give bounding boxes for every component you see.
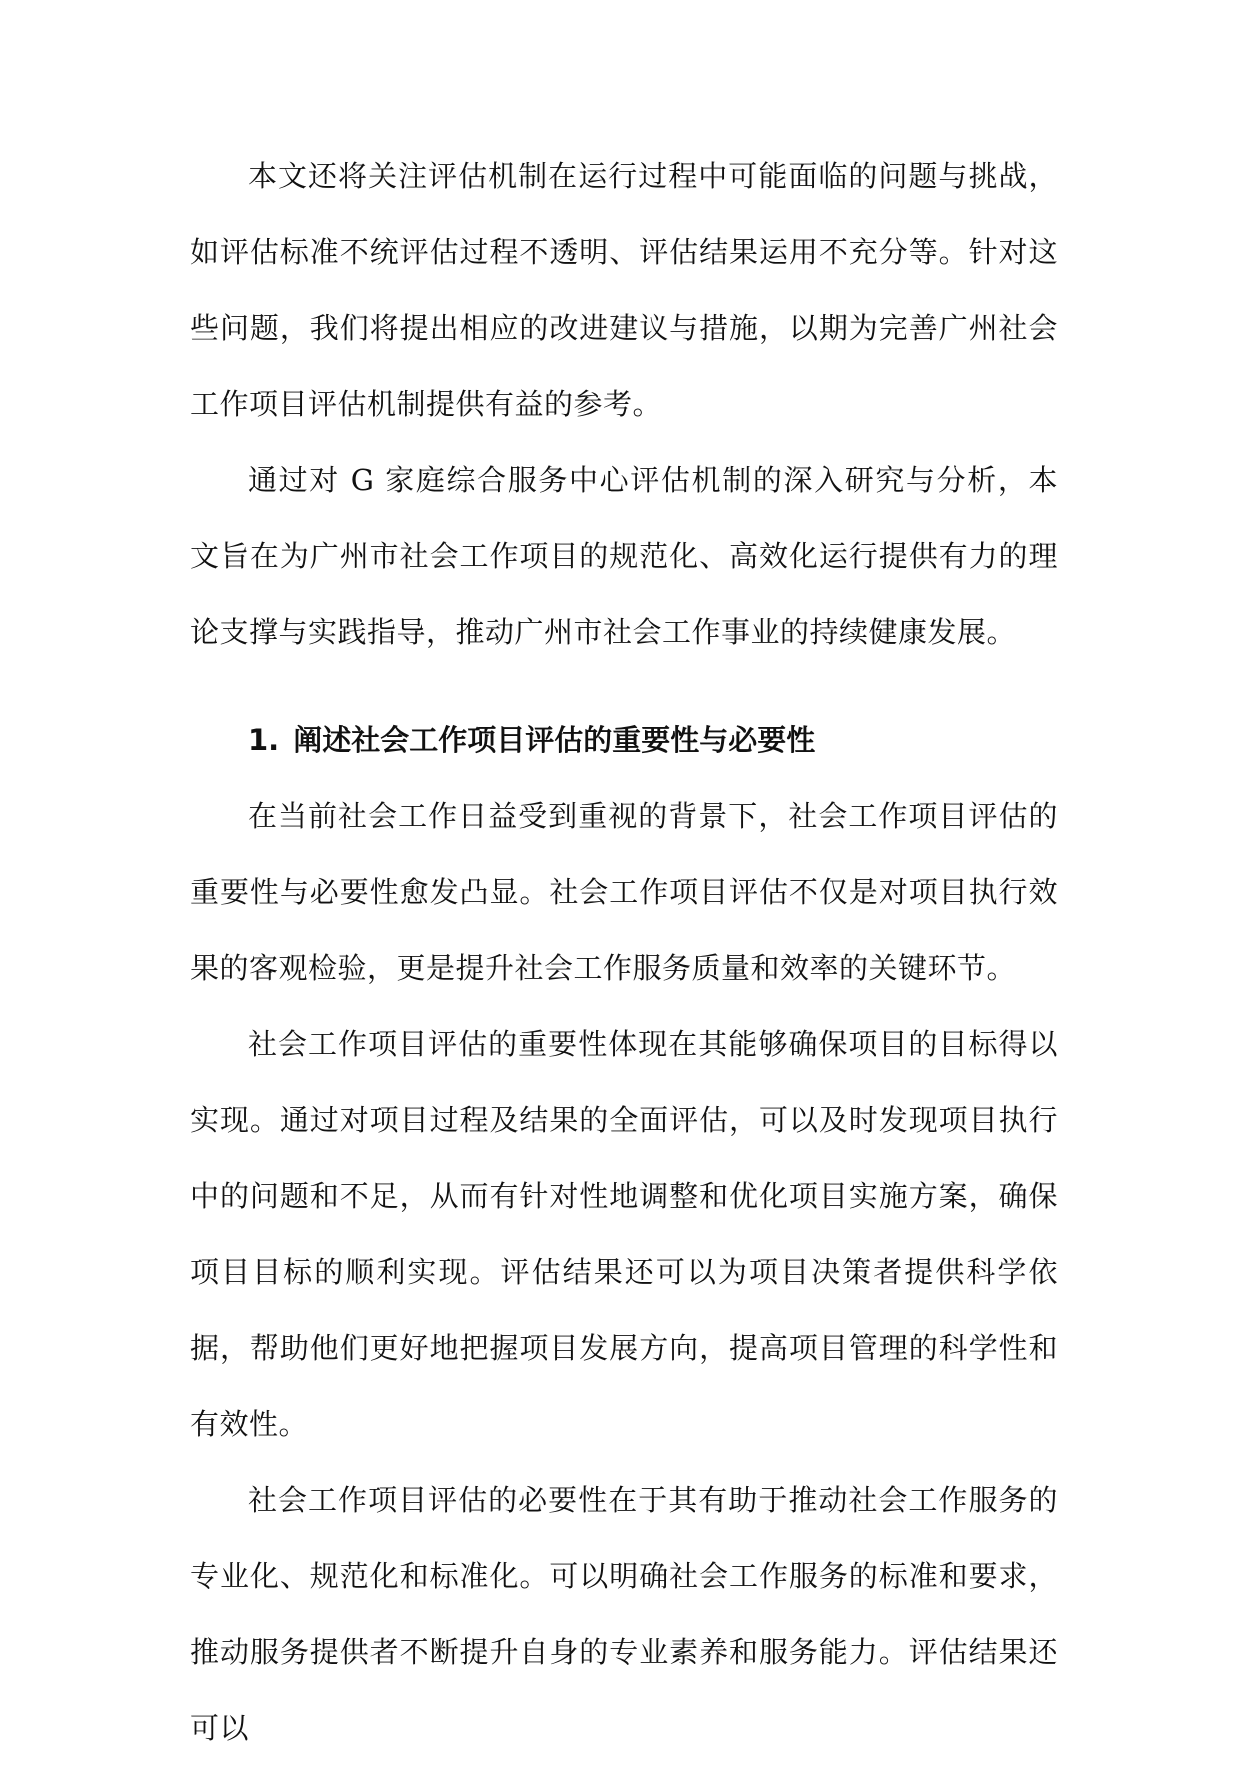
document-page [190, 138, 1058, 1766]
section-title: 阐述社会工作项目评估的重要性与必要性 [293, 723, 816, 757]
intro-paragraph-1: 本文还将关注评估机制在运行过程中可能面临的问题与挑战，如评估标准不统评估过程不透明、评估结果运用不充分等。针对这些问题，我们将提出相应的改进建议与措施，以期为完善广州社会工作项目评估机制提供有益的参考。 [190, 159, 1058, 421]
section-paragraph-2: 社会工作项目评估的重要性体现在其能够确保项目的目标得以实现。通过对项目过程及结果的全面评估，可以及时发现项目执行中的问题和不足，从而有针对性地调整和优化项目实施方案，确保项目目标的顺利实现。评估结果还可以为项目决策者提供科学依据，帮助他们更好地把握项目发展方向，提高项目管理的科学性和有效性。 [190, 1027, 1058, 1441]
section-number: 1. [248, 723, 280, 757]
section-paragraph-3: 社会工作项目评估的必要性在于其有助于推动社会工作服务的专业化、规范化和标准化。可以明确社会工作服务的标准和要求，推动服务提供者不断提升自身的专业素养和服务能力。评估结果还可以 [190, 1483, 1058, 1745]
intro-paragraph-2: 通过对 G 家庭综合服务中心评估机制的深入研究与分析，本文旨在为广州市社会工作项目的规范化、高效化运行提供有力的理论支撑与实践指导，推动广州市社会工作事业的持续健康发展。 [190, 463, 1058, 649]
section-heading [190, 702, 1058, 778]
section-paragraph-1: 在当前社会工作日益受到重视的背景下，社会工作项目评估的重要性与必要性愈发凸显。社会工作项目评估不仅是对项目执行效果的客观检验，更是提升社会工作服务质量和效率的关键环节。 [190, 799, 1058, 985]
